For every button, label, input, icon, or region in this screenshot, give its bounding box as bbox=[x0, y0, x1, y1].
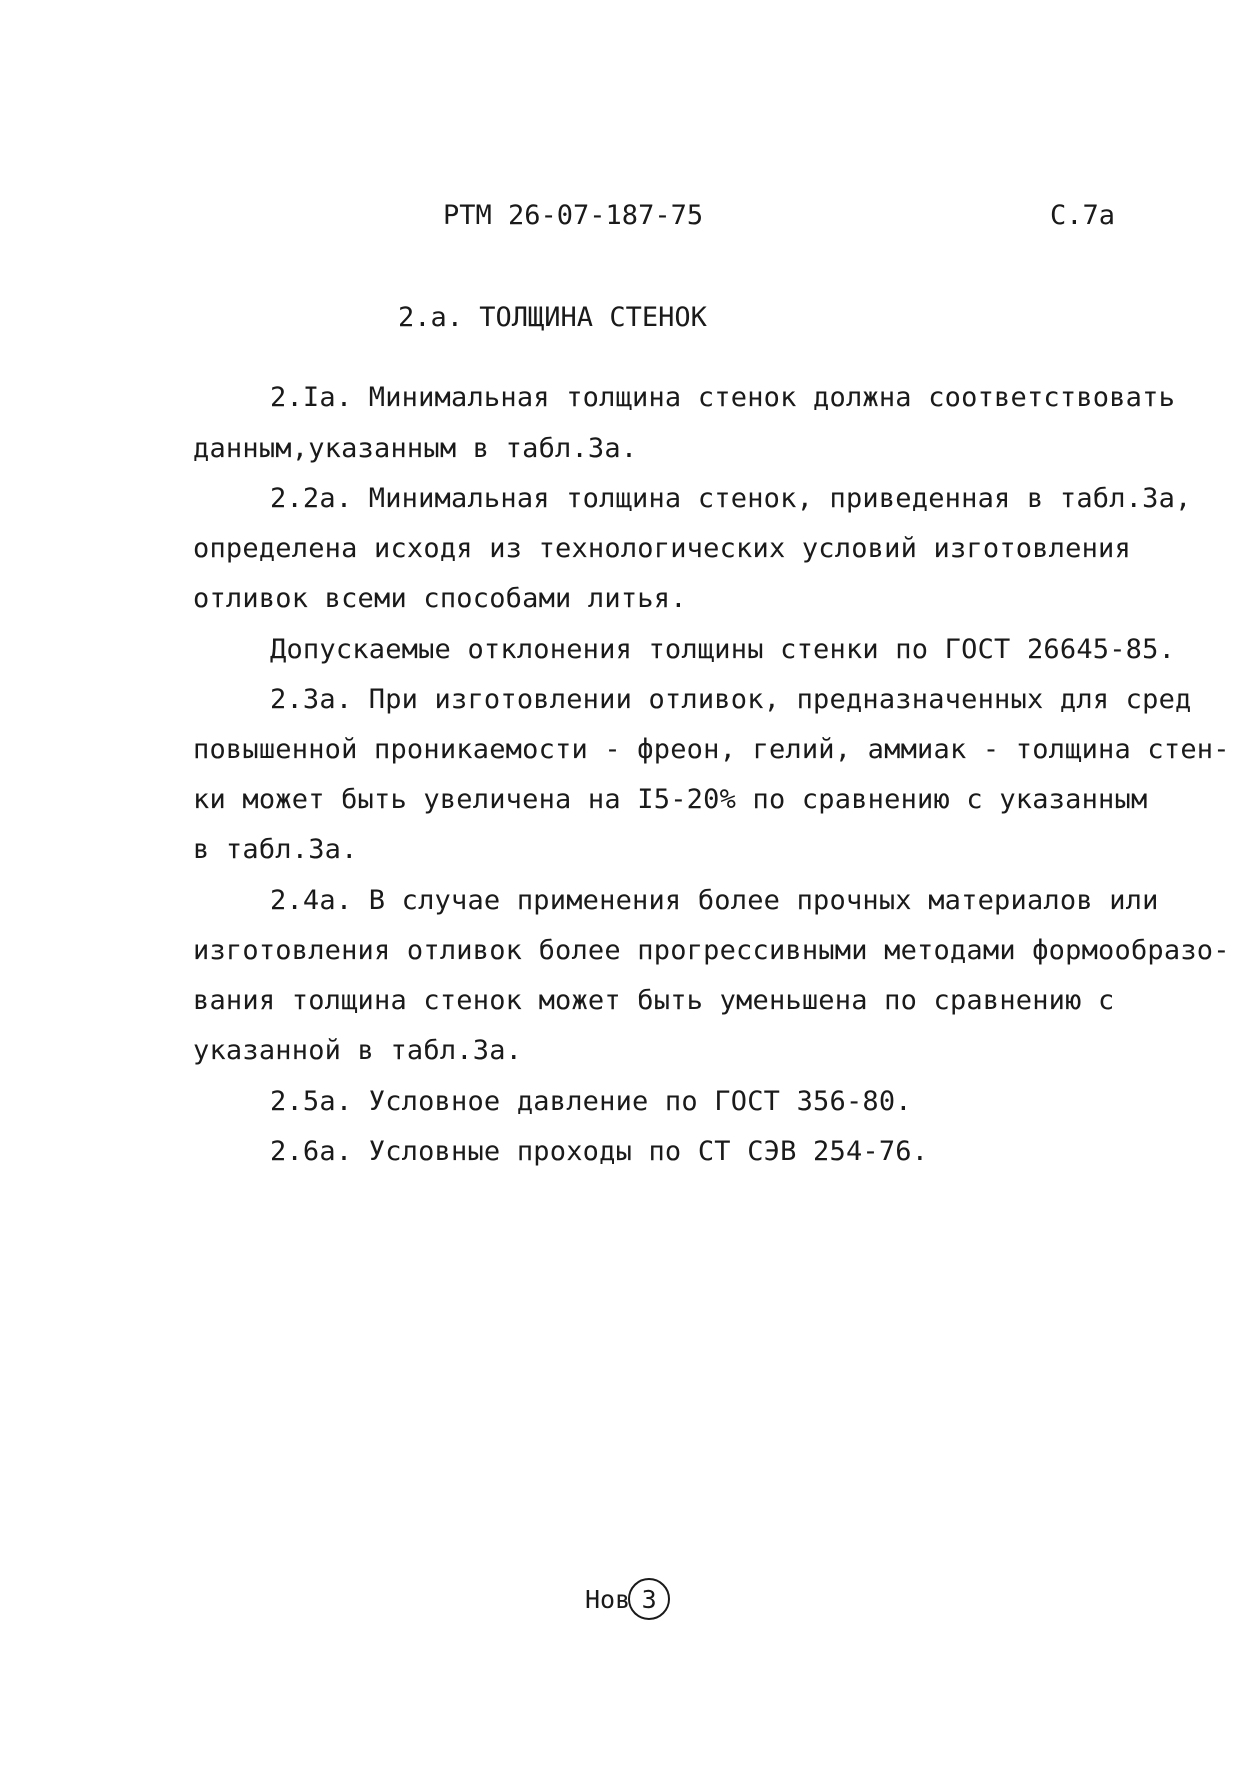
paragraph-line: определена исходя из технологических условий изготовления bbox=[193, 533, 1131, 564]
paragraph-line: указанной в табл.3а. bbox=[193, 1035, 523, 1066]
paragraph-line: повышенной проникаемости - фреон, гелий, аммиак - толщина стен- bbox=[193, 734, 1230, 765]
paragraph-line: ки может быть увеличена на I5-20% по сравнению с указанным bbox=[193, 784, 1148, 815]
paragraph-line: 2.4а. В случае применения более прочных материалов или bbox=[270, 885, 1159, 916]
paragraph-line: 2.5а. Условное давление по ГОСТ 356-80. bbox=[270, 1086, 912, 1117]
paragraph-line: Допускаемые отклонения толщины стенки по ГОСТ 26645-85. bbox=[270, 634, 1176, 665]
page-number: С.7а bbox=[1050, 200, 1116, 231]
paragraph-line: 2.6а. Условные проходы по СТ СЭВ 254-76. bbox=[270, 1136, 929, 1167]
revision-stamp-number: 3 bbox=[628, 1578, 670, 1620]
paragraph-line: изготовления отливок более прогрессивными методами формообразо- bbox=[193, 935, 1230, 966]
paragraph-line: 2.Iа. Минимальная толщина стенок должна соответствовать bbox=[270, 382, 1176, 413]
paragraph-line: 2.3а. При изготовлении отливок, предназначенных для сред bbox=[270, 684, 1192, 715]
paragraph-line: данным,указанным в табл.3а. bbox=[193, 433, 638, 464]
paragraph-line: в табл.3а. bbox=[193, 834, 358, 865]
revision-stamp-label: Нов bbox=[585, 1584, 631, 1614]
paragraph-line: 2.2а. Минимальная толщина стенок, приведенная в табл.3а, bbox=[270, 483, 1192, 514]
revision-stamp bbox=[585, 1578, 670, 1620]
section-title: 2.а. ТОЛЩИНА СТЕНОК bbox=[398, 302, 707, 333]
document-code: РТМ 26-07-187-75 bbox=[443, 200, 704, 231]
paragraph-line: вания толщина стенок может быть уменьшена по сравнению с bbox=[193, 985, 1115, 1016]
paragraph-line: отливок всеми способами литья. bbox=[193, 583, 687, 614]
